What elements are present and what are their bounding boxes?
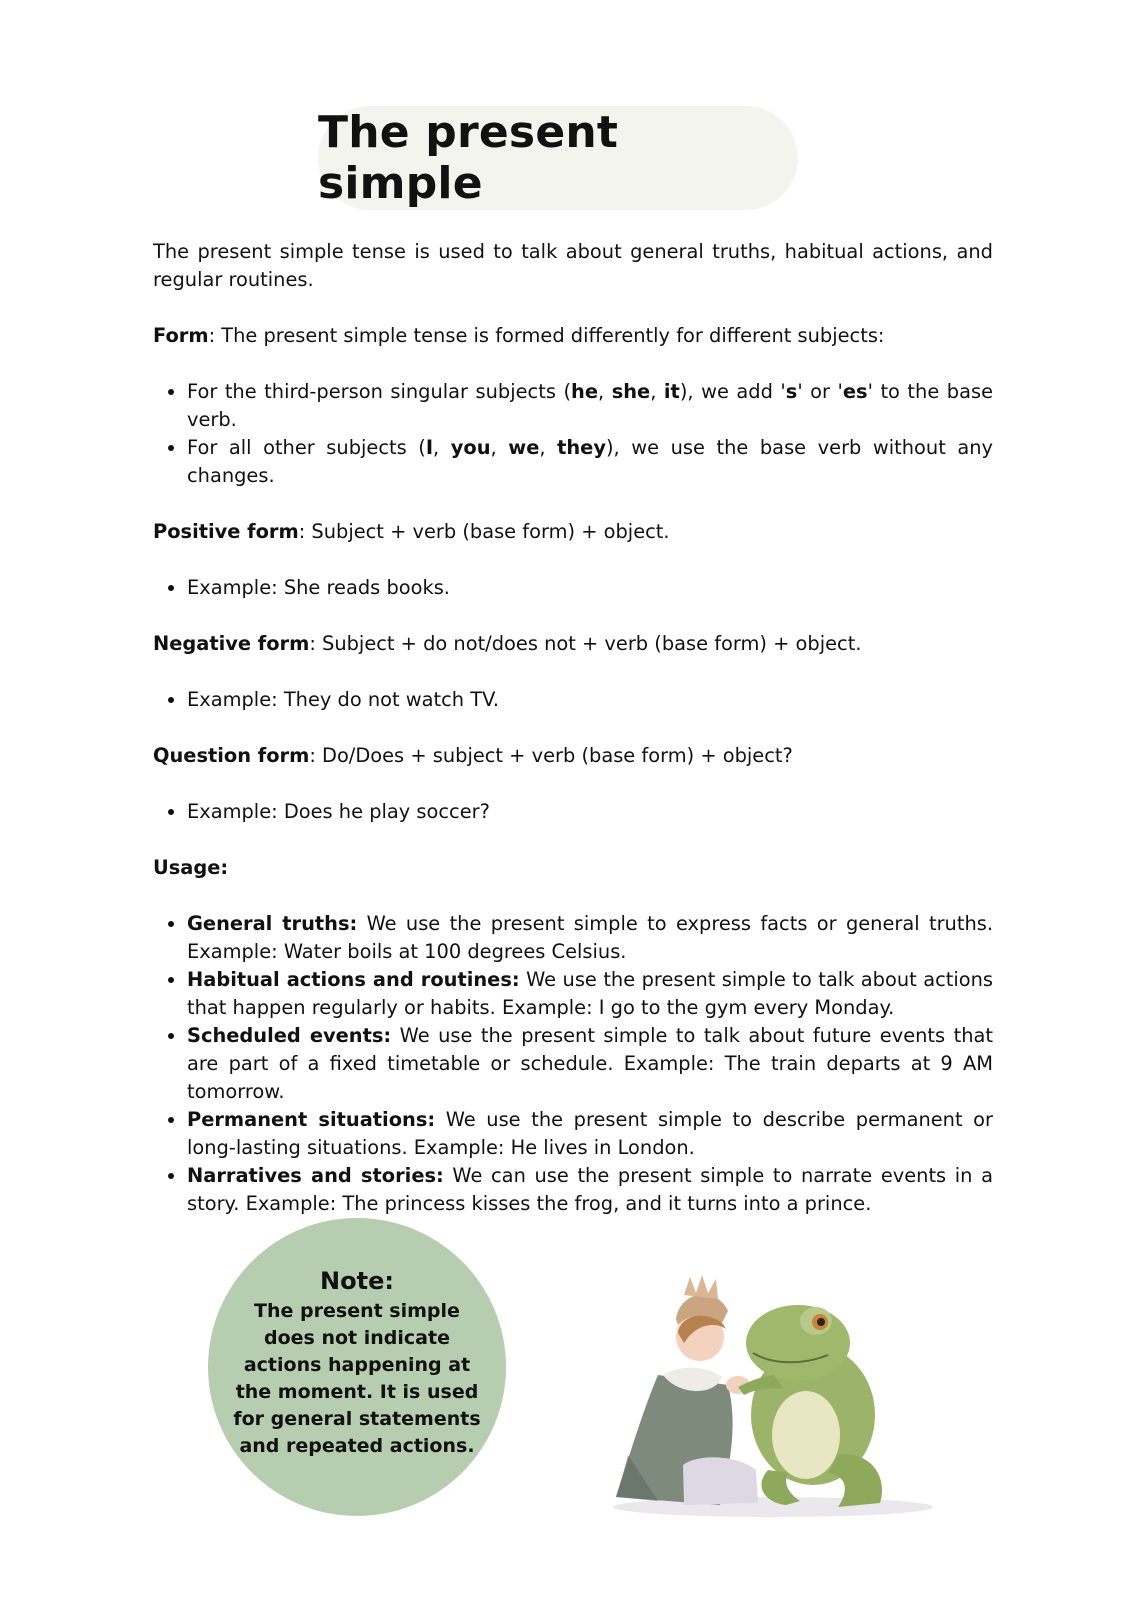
pronoun-it: it — [663, 380, 680, 403]
note-circle — [208, 1218, 506, 1516]
positive-form-label: Positive form — [153, 520, 299, 543]
pronoun-they: they — [557, 436, 606, 459]
suffix-es: es — [842, 380, 868, 403]
usage-item-label: General truths: — [187, 912, 358, 935]
question-form-text: : Do/Does + subject + verb (base form) + object? — [309, 744, 793, 767]
suffix-s: s — [785, 380, 798, 403]
question-form-paragraph — [153, 742, 993, 770]
question-example-list — [153, 798, 993, 826]
usage-item-label: Scheduled events: — [187, 1024, 392, 1047]
usage-list — [153, 910, 993, 1218]
positive-form-paragraph — [153, 518, 993, 546]
usage-item-habitual-actions — [187, 966, 993, 1022]
usage-item-text: We use the present simple to talk about future events that are part of a fixed timetable or schedule. Example: The train departs at 9 AM tomorrow. — [187, 1024, 993, 1103]
usage-item-narratives — [187, 1162, 993, 1218]
usage-item-text: We use the present simple to talk about actions that happen regularly or habits. Example: I go to the gym every Monday. — [187, 968, 994, 1019]
pronoun-she: she — [611, 380, 651, 403]
comma: , — [539, 436, 558, 459]
form-label: Form — [153, 324, 209, 347]
text: For the third-person singular subjects ( — [187, 380, 572, 403]
negative-example-list — [153, 686, 993, 714]
negative-form-paragraph — [153, 630, 993, 658]
princess-and-frog-illustration — [588, 1225, 948, 1525]
pronoun-we: we — [508, 436, 540, 459]
usage-label: Usage: — [153, 856, 229, 879]
text: ' or ' — [797, 380, 843, 403]
usage-item-label: Habitual actions and routines: — [187, 968, 520, 991]
comma: , — [598, 380, 612, 403]
usage-item-scheduled-events — [187, 1022, 993, 1106]
comma: , — [650, 380, 664, 403]
usage-item-text: We use the present simple to describe permanent or long-lasting situations. Example: He lives in London. — [187, 1108, 993, 1159]
usage-item-text: We use the present simple to express facts or general truths. Example: Water boils at 100 degrees Celsius. — [187, 912, 994, 963]
negative-form-label: Negative form — [153, 632, 310, 655]
form-list — [153, 378, 993, 490]
usage-heading — [153, 854, 993, 882]
comma: , — [490, 436, 509, 459]
note-title: Note: — [320, 1267, 394, 1295]
form-bullet-third-person — [187, 378, 993, 434]
intro-paragraph: The present simple tense is used to talk about general truths, habitual actions, and regular routines. — [153, 240, 993, 291]
question-example: • Example: Does he play soccer? — [187, 798, 993, 826]
positive-example-list — [153, 574, 993, 602]
question-form-label: Question form — [153, 744, 310, 767]
usage-item-permanent-situations — [187, 1106, 993, 1162]
usage-item-text: We can use the present simple to narrate events in a story. Example: The princess kisses the frog, and it turns into a prince. — [187, 1164, 993, 1215]
title-banner — [318, 106, 798, 210]
page-title: The present simple — [318, 107, 619, 209]
negative-example: • Example: They do not watch TV. — [187, 686, 993, 714]
note-body: The present simple does not indicate actions happening at the moment. It is used for general statements and repeated actions. — [233, 1300, 481, 1457]
usage-item-general-truths — [187, 910, 993, 966]
comma: , — [433, 436, 451, 459]
text: For all other subjects ( — [187, 436, 426, 459]
negative-form-text: : Subject + do not/does not + verb (base form) + object. — [309, 632, 862, 655]
form-paragraph — [153, 322, 993, 350]
text: ' to the base verb. — [187, 380, 994, 431]
usage-item-label: Narratives and stories: — [187, 1164, 444, 1187]
text: ), we add ' — [679, 380, 786, 403]
form-text: : The present simple tense is formed differently for different subjects: — [208, 324, 885, 347]
pronoun-he: he — [571, 380, 598, 403]
content — [153, 238, 993, 1246]
text: ), we use the base verb without any changes. — [187, 436, 994, 487]
form-bullet-other-subjects — [187, 434, 993, 490]
pronoun-i: I — [425, 436, 434, 459]
usage-item-label: Permanent situations: — [187, 1108, 436, 1131]
pronoun-you: you — [450, 436, 491, 459]
positive-example: • Example: She reads books. — [187, 574, 993, 602]
positive-form-text: : Subject + verb (base form) + object. — [298, 520, 670, 543]
